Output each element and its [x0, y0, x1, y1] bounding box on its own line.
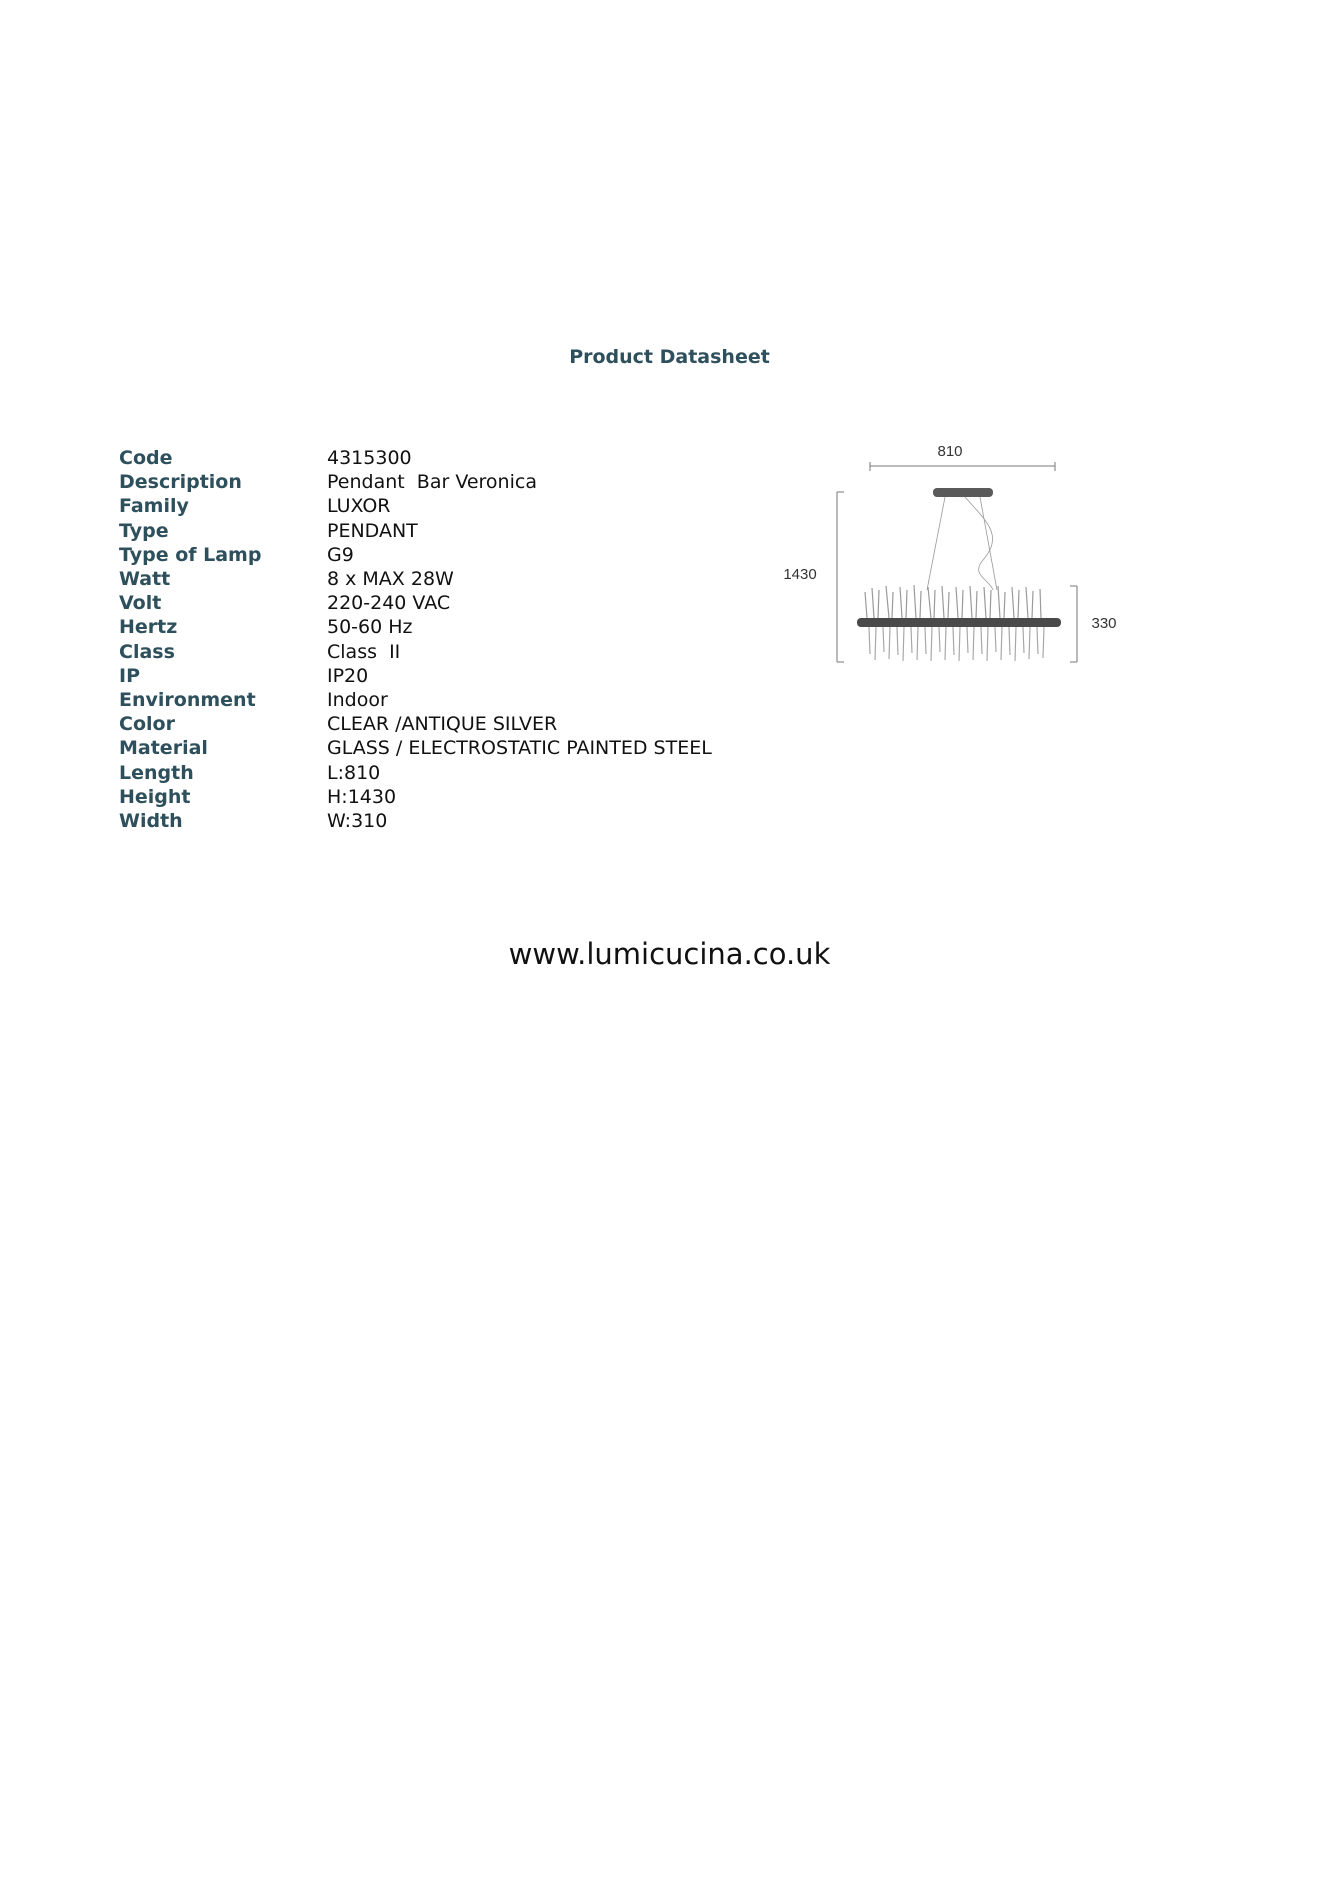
spec-value: Indoor: [327, 688, 388, 711]
pendant-drawing-svg: [775, 440, 1135, 670]
height-dimension: [837, 492, 844, 662]
spec-label: Width: [119, 809, 183, 832]
spec-row-type: [119, 519, 712, 543]
suspension-wires: [927, 497, 997, 590]
spec-row-volt: [119, 591, 712, 615]
spec-value: W:310: [327, 809, 388, 832]
width-dimension: [870, 462, 1055, 471]
width-dimension-label: 810: [937, 443, 963, 460]
spec-row-type-of-lamp: [119, 543, 712, 567]
spec-label: Height: [119, 785, 191, 808]
spec-value: CLEAR /ANTIQUE SILVER: [327, 713, 558, 736]
spec-label: Material: [119, 737, 208, 760]
spec-value: PENDANT: [327, 519, 418, 542]
spec-label: Watt: [119, 568, 171, 591]
spec-label: Type: [119, 519, 169, 542]
spec-row-class: [119, 640, 712, 664]
spec-value: GLASS / ELECTROSTATIC PAINTED STEEL: [327, 737, 712, 760]
spec-value: IP20: [327, 664, 369, 687]
spec-table: [119, 446, 712, 833]
spec-row-length: [119, 760, 712, 784]
spec-value: H:1430: [327, 785, 397, 808]
spec-label: Length: [119, 761, 194, 784]
spec-row-description: [119, 470, 712, 494]
spec-value: 8 x MAX 28W: [327, 568, 454, 591]
spec-label: IP: [119, 664, 140, 687]
datasheet-title: Product Datasheet: [569, 346, 770, 368]
height-dimension-label: 1430: [783, 566, 817, 583]
spec-value: Pendant Bar Veronica: [327, 471, 537, 494]
spec-label: Code: [119, 447, 173, 470]
depth-dimension: [1070, 586, 1077, 662]
spec-label: Type of Lamp: [119, 543, 262, 566]
spec-row-height: [119, 785, 712, 809]
spec-value: Class II: [327, 640, 401, 663]
spec-row-hertz: [119, 615, 712, 639]
spec-label: Hertz: [119, 616, 178, 639]
depth-dimension-label: 330: [1091, 615, 1117, 632]
crystal-cluster-lower: [869, 627, 1044, 661]
spec-row-ip: [119, 664, 712, 688]
spec-value: 50-60 Hz: [327, 616, 413, 639]
spec-row-watt: [119, 567, 712, 591]
product-dimension-drawing: [775, 440, 1135, 670]
website-url: www.lumicucina.co.uk: [508, 937, 831, 971]
ceiling-canopy: [933, 488, 993, 497]
spec-value: L:810: [327, 761, 381, 784]
crystal-cluster-upper: [865, 585, 1041, 618]
spec-value: G9: [327, 543, 354, 566]
spec-row-color: [119, 712, 712, 736]
spec-row-environment: [119, 688, 712, 712]
spec-row-width: [119, 809, 712, 833]
spec-label: Environment: [119, 688, 256, 711]
spec-label: Color: [119, 713, 175, 736]
pendant-ring-bar: [857, 618, 1061, 627]
spec-value: 4315300: [327, 447, 412, 470]
spec-label: Description: [119, 471, 242, 494]
spec-row-family: [119, 494, 712, 518]
spec-label: Class: [119, 640, 175, 663]
spec-value: LUXOR: [327, 495, 391, 518]
spec-row-code: [119, 446, 712, 470]
spec-row-material: [119, 736, 712, 760]
spec-label: Family: [119, 495, 189, 518]
spec-label: Volt: [119, 592, 162, 615]
spec-value: 220-240 VAC: [327, 592, 451, 615]
